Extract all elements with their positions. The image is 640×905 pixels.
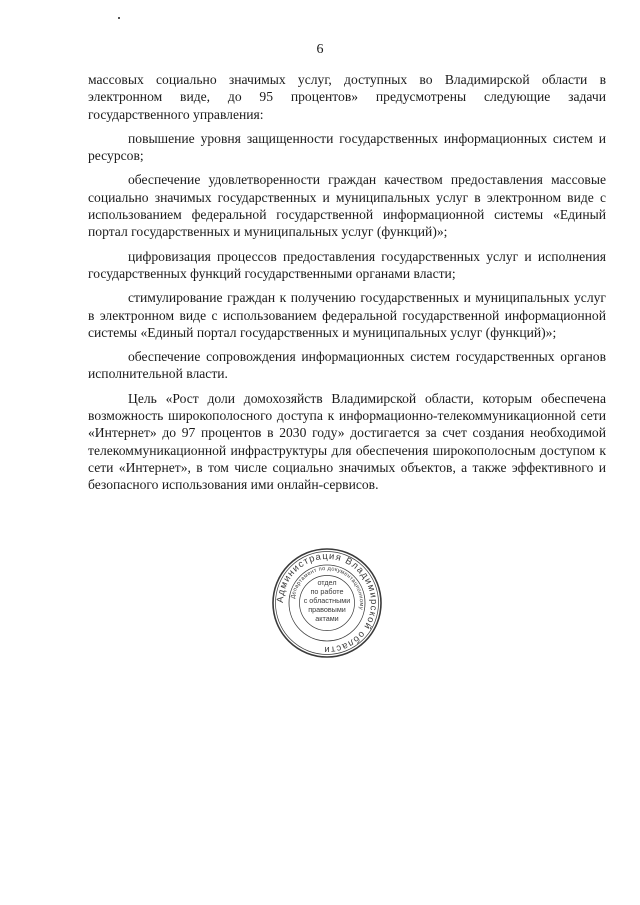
stamp-outer-text: Администрация Владимирской области <box>273 549 381 657</box>
scan-mark <box>118 17 120 19</box>
svg-text:актами: актами <box>315 614 339 623</box>
official-stamp <box>271 547 383 659</box>
svg-text:отдел: отдел <box>317 578 337 587</box>
svg-text:правовыми: правовыми <box>308 605 346 614</box>
stamp-inner-text: Департамент по документационному <box>290 565 365 611</box>
svg-text:по работе: по работе <box>310 587 344 596</box>
stamp-center-text <box>304 578 351 623</box>
document-body <box>88 71 606 501</box>
paragraph-task-support: обеспечение сопровождения информационных систем государственных органов исполнительной власти. <box>88 349 606 382</box>
svg-text:с областными: с областными <box>303 596 351 605</box>
paragraph-task-satisfaction: обеспечение удовлетворенности граждан качеством предоставления массовые социально значимых государственных и муниципальных услуг в электронном виде с использованием федеральной государственной информационной системы «Единый портал государственных и муниципальных услуг (функций)»; <box>88 172 606 240</box>
paragraph-task-digitalization: цифровизация процессов предоставления государственных услуг и исполнения государственных функций государственными органами власти; <box>88 248 606 281</box>
paragraph-task-stimulation: стимулирование граждан к получению государственных и муниципальных услуг в электронном виде с использованием федеральной государственной информационной системы «Единый портал государственных и муниципальных услуг (функций)»; <box>88 290 606 340</box>
paragraph-task-security: повышение уровня защищенности государственных информационных систем и ресурсов; <box>88 130 606 164</box>
paragraph-goal-broadband: Цель «Рост доли домохозяйств Владимирской области, которым обеспечена возможность широкополосного доступа к информационно-телекоммуникационной сети «Интернет» до 97 процентов в 2030 году» достигается за счет создания необходимой телекоммуникационной инфраструктуры для обеспечения широкополосным доступом к сети «Интернет», в том числе социально значимых объектов, а также эффективного и безопасного использования ими онлайн-сервисов. <box>88 390 606 493</box>
page-number: 6 <box>316 42 324 57</box>
paragraph-continuation: массовых социально значимых услуг, доступных во Владимирской области в электронном виде, до 95 процентов» предусмотрены следующие задачи государственного управления: <box>88 72 606 122</box>
